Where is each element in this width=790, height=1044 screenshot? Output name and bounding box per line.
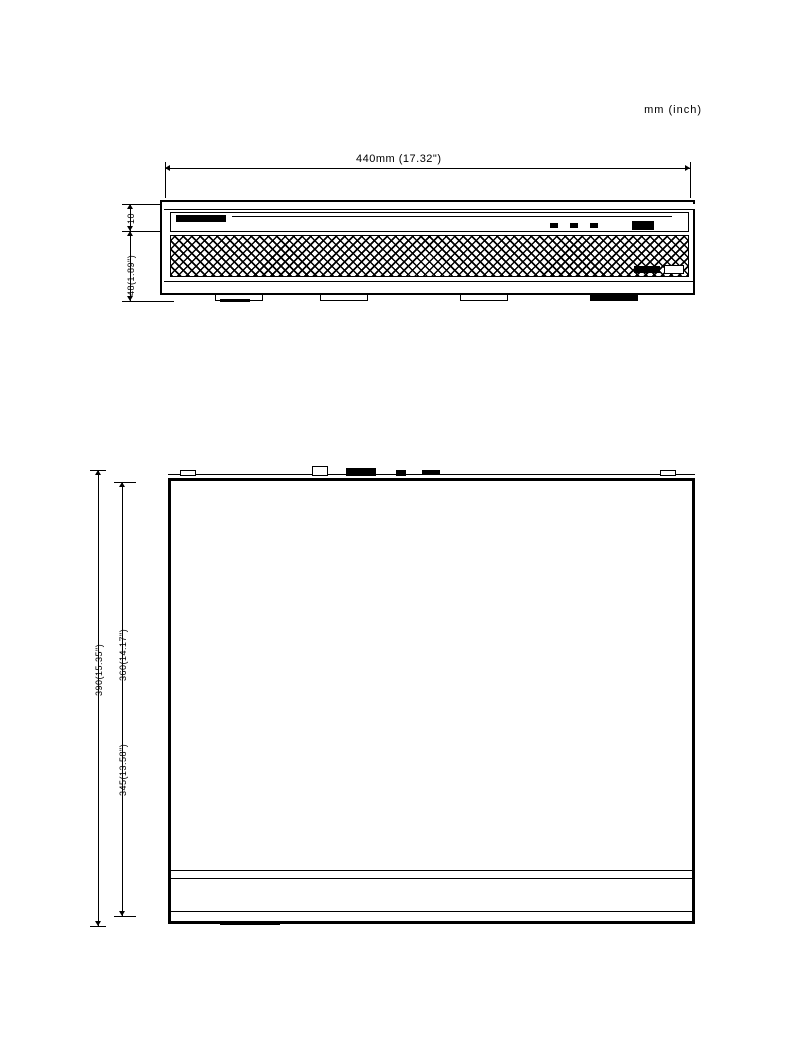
led-indicator-2 xyxy=(570,223,578,228)
top-overall-tick-top xyxy=(90,470,106,471)
top-chassis-inner-outline xyxy=(170,480,693,922)
led-indicator-3 xyxy=(590,223,598,228)
top-front-band xyxy=(170,878,693,912)
rear-notch-2 xyxy=(660,470,676,476)
rear-port-4 xyxy=(422,470,440,475)
top-overall-dim-line xyxy=(98,470,99,926)
unit-note-label: mm (inch) xyxy=(644,104,702,116)
front-foot-3 xyxy=(460,295,508,301)
front-width-label: 440mm (17.32") xyxy=(356,153,442,165)
led-indicator-1 xyxy=(550,223,558,228)
top-overall-tick-bottom xyxy=(90,926,106,927)
top-inner-tick-bottom xyxy=(114,916,136,917)
front-foot-4-solid xyxy=(590,295,638,300)
front-foot-2 xyxy=(320,295,368,301)
rear-notch-1 xyxy=(180,470,196,476)
front-badge xyxy=(632,221,654,230)
front-brand-logo xyxy=(176,215,226,222)
front-vent-block xyxy=(634,266,660,273)
top-view xyxy=(94,466,695,926)
front-top-band xyxy=(164,204,695,210)
front-upper-label: 10 xyxy=(126,212,136,224)
front-width-dim-line xyxy=(165,168,690,169)
top-front-groove xyxy=(170,870,693,871)
front-width-ext-right xyxy=(690,162,691,198)
top-inner-tick-top xyxy=(114,482,136,483)
front-width-ext-left xyxy=(165,162,166,198)
front-view xyxy=(126,153,695,300)
top-inner-dim-line xyxy=(122,482,123,916)
front-lower-arrow-down xyxy=(127,296,133,301)
front-upper-arrow-up xyxy=(127,204,133,209)
front-foot-1-solid xyxy=(220,299,250,302)
front-dim-tick-3 xyxy=(122,301,174,302)
front-bottom-edge xyxy=(164,281,695,282)
rear-port-3 xyxy=(396,470,406,476)
front-vent-mesh xyxy=(170,235,689,277)
top-sub-label: 345(13.58") xyxy=(118,743,128,796)
front-lower-arrow-up xyxy=(127,231,133,236)
front-panel-groove xyxy=(232,216,672,217)
rear-port-1 xyxy=(312,466,328,476)
rear-port-2 xyxy=(346,468,376,476)
front-chassis-outline xyxy=(160,200,695,295)
front-panel-bezel xyxy=(170,212,689,232)
front-vent-cutout xyxy=(664,265,684,274)
top-overall-label: 390(15.35") xyxy=(94,643,104,696)
top-inner-label: 360(14.17") xyxy=(118,628,128,681)
front-lower-label: 48(1.89") xyxy=(126,254,136,296)
top-front-foot-mark xyxy=(220,922,280,925)
